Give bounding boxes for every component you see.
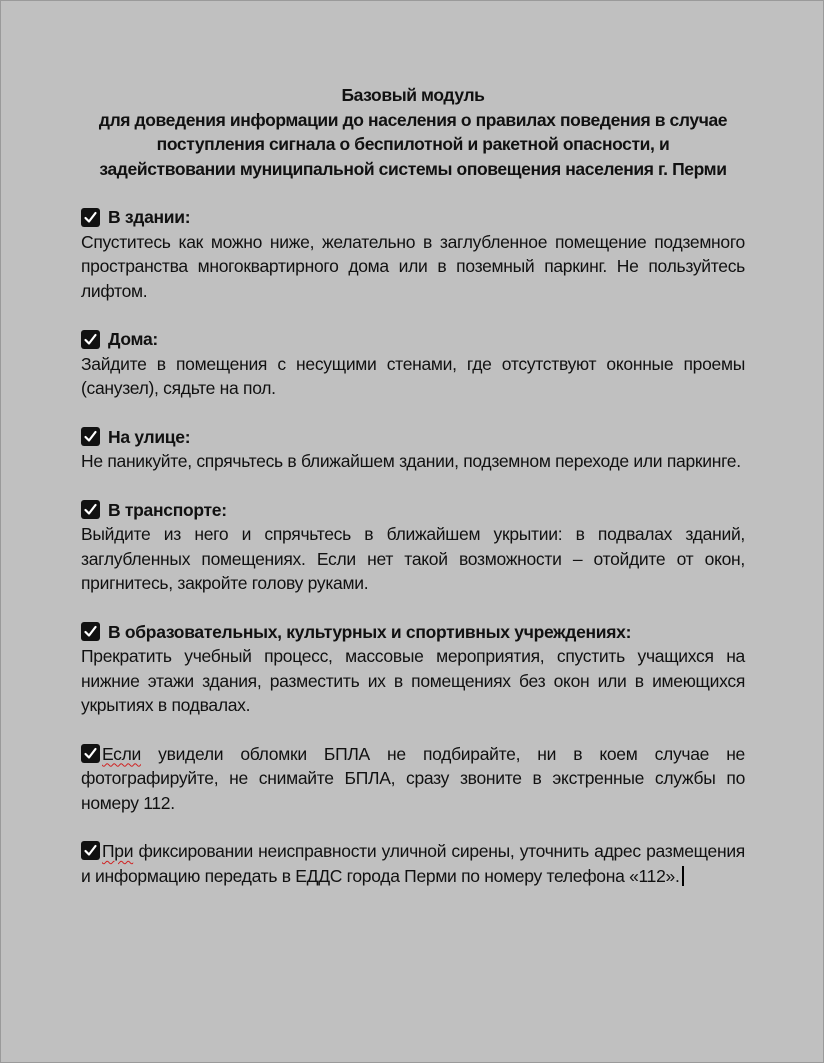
- title-line: Базовый модуль: [341, 85, 485, 105]
- section-text: Прекратить учебный процесс, массовые мероприятия, спустить учащихся на нижние этажи здания, разместить их в помещениях без окон или в имеющихся укрытиях в подвалах.: [81, 646, 745, 715]
- item-text[interactable]: увидели обломки БПЛА не подбирайте, ни в коем случае не фотографируйте, не снимайте БПЛА, сразу звоните в экстренные службы по номеру 112.: [81, 743, 745, 813]
- check-mark-button-icon: [81, 622, 100, 641]
- section-in-building: [81, 205, 745, 303]
- text-cursor: [682, 866, 684, 886]
- section-text: Спуститесь как можно ниже, желательно в заглубленное помещение подземного пространства многоквартирного дома или в поземный паркинг. Не пользуйтесь лифтом.: [81, 231, 745, 301]
- document-content: [81, 83, 745, 912]
- section-heading: [81, 498, 745, 523]
- section-outside: [81, 425, 745, 474]
- section-heading: [81, 327, 745, 352]
- item-text[interactable]: фиксировании неисправности уличной сирены, уточнить адрес размещения и информацию передать в ЕДДС города Перми по номеру телефона «112».: [81, 841, 745, 886]
- section-heading-text: В транспорте:: [108, 499, 227, 520]
- misspelled-word[interactable]: Если: [102, 743, 142, 764]
- section-heading: [81, 205, 745, 230]
- section-heading-text: В образовательных, культурных и спортивных учреждениях:: [108, 621, 632, 642]
- title-line: для доведения информации до населения о правилах поведения в случае: [98, 109, 728, 130]
- item-siren-fault[interactable]: [81, 839, 745, 888]
- check-mark-button-icon: [81, 500, 100, 519]
- document-title: [81, 83, 745, 181]
- title-line: поступления сигнала о беспилотной и ракетной опасности, и: [156, 134, 670, 154]
- item-drone-debris[interactable]: [81, 742, 745, 816]
- check-mark-button-icon: [81, 208, 100, 227]
- section-text: Выйдите из него и спрячьтесь в ближайшем укрытии: в подвалах зданий, заглубленных помещениях. Если нет такой возможности – отойдите от окон, пригнитесь, закройте голову руками.: [81, 524, 745, 593]
- section-at-home: [81, 327, 745, 401]
- section-in-transport: [81, 498, 745, 596]
- section-institutions: [81, 620, 745, 718]
- check-mark-button-icon: [81, 841, 100, 860]
- check-mark-button-icon: [81, 330, 100, 349]
- check-mark-button-icon: [81, 744, 100, 763]
- section-heading: [81, 425, 745, 450]
- title-line: задействовании муниципальной системы оповещения населения г. Перми: [99, 158, 727, 179]
- section-heading-text: Дома:: [108, 329, 158, 349]
- section-text: Зайдите в помещения с несущими стенами, где отсутствуют оконные проемы (санузел), сядьте на пол.: [81, 353, 745, 398]
- misspelled-word[interactable]: При: [102, 841, 134, 861]
- section-text: Не паникуйте, спрячьтесь в ближайшем здании, подземном переходе или паркинге.: [81, 451, 741, 471]
- section-heading-text: В здании:: [108, 207, 191, 227]
- section-heading: [81, 620, 745, 645]
- check-mark-button-icon: [81, 427, 100, 446]
- section-heading-text: На улице:: [108, 426, 191, 447]
